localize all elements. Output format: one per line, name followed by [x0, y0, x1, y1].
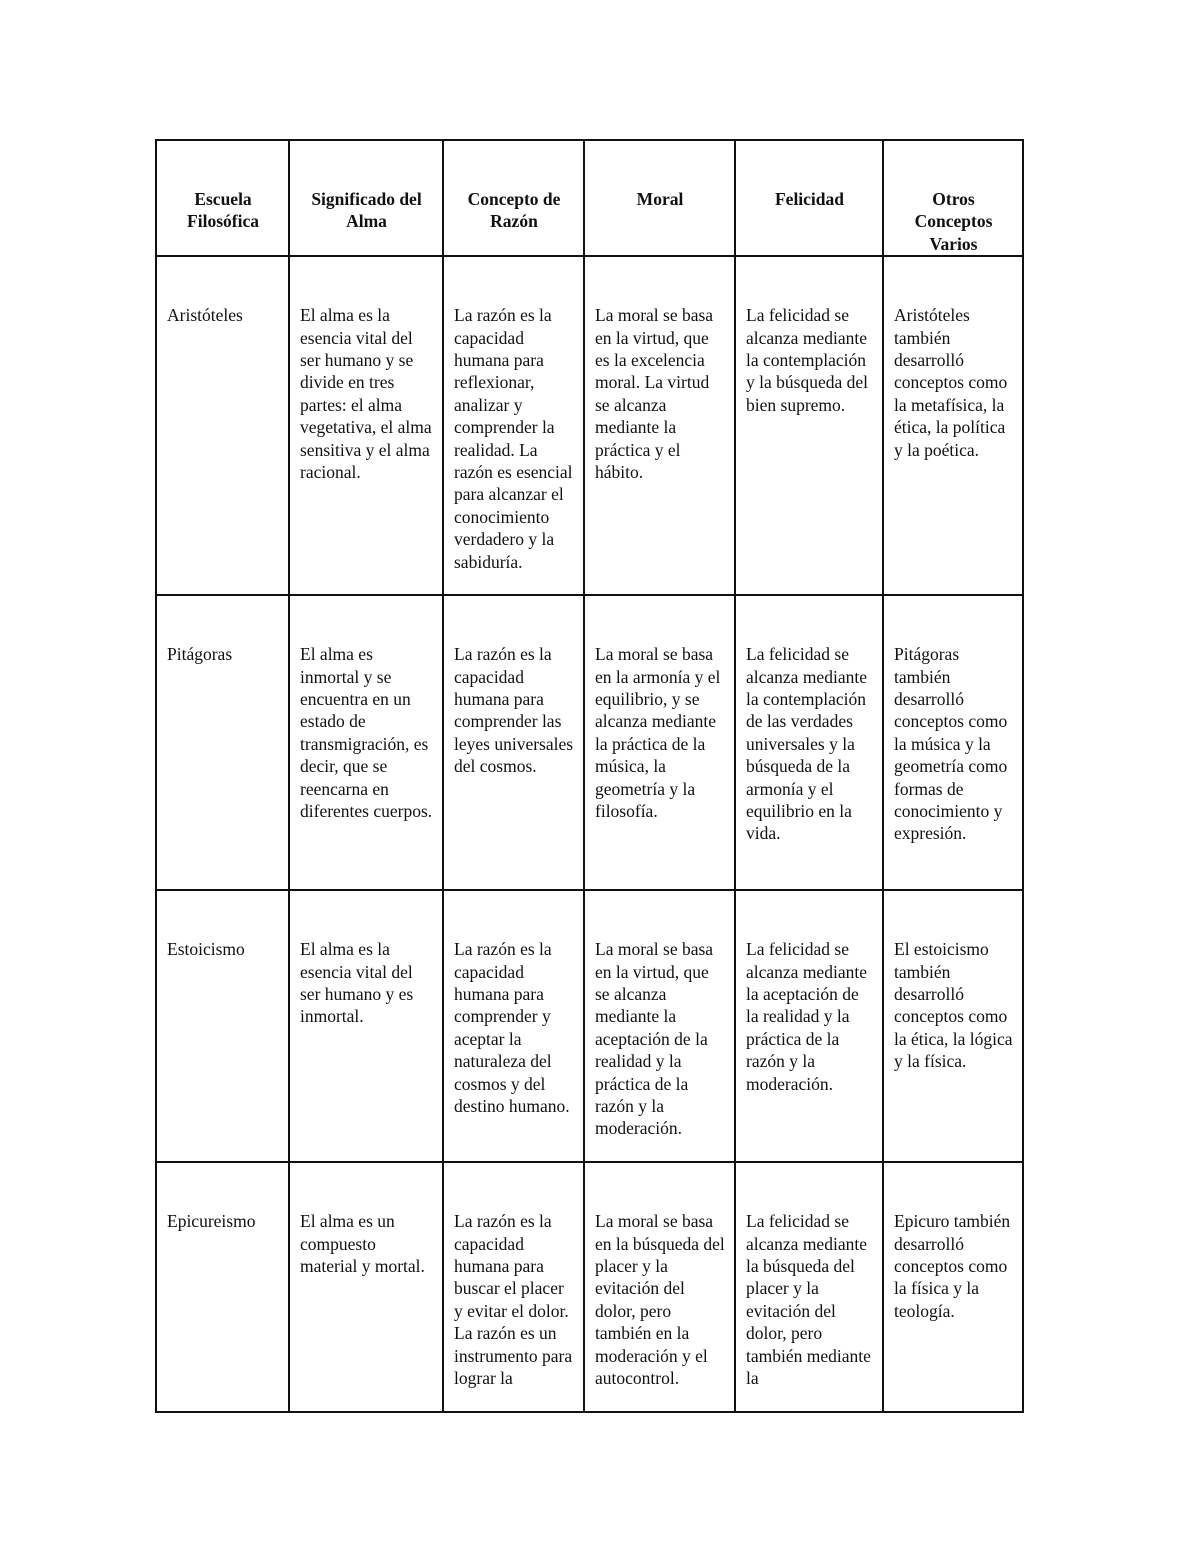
- table-cell: Aristóteles: [156, 256, 289, 595]
- table-cell: Pitágoras: [156, 595, 289, 890]
- header-felicidad: Felicidad: [735, 140, 883, 256]
- table-cell: El alma es un compuesto material y mortal.: [289, 1162, 443, 1412]
- table-cell: La razón es la capacidad humana para buscar el placer y evitar el dolor. La razón es un instrumento para lograr la: [443, 1162, 584, 1412]
- table-cell: El estoicismo también desarrolló conceptos como la ética, la lógica y la física.: [883, 890, 1023, 1162]
- table-row: [156, 256, 1023, 595]
- table-cell: Aristóteles también desarrolló conceptos como la metafísica, la ética, la política y la poética.: [883, 256, 1023, 595]
- table-cell: La felicidad se alcanza mediante la búsqueda del placer y la evitación del dolor, pero también mediante la: [735, 1162, 883, 1412]
- philosophy-comparison-table: [155, 139, 1024, 1413]
- header-escuela: Escuela Filosófica: [156, 140, 289, 256]
- header-razon: Concepto de Razón: [443, 140, 584, 256]
- table-cell: La moral se basa en la virtud, que se alcanza mediante la aceptación de la realidad y la práctica de la razón y la moderación.: [584, 890, 735, 1162]
- table-cell: La moral se basa en la búsqueda del placer y la evitación del dolor, pero también en la moderación y el autocontrol.: [584, 1162, 735, 1412]
- table-cell: La razón es la capacidad humana para reflexionar, analizar y comprender la realidad. La razón es esencial para alcanzar el conocimiento verdadero y la sabiduría.: [443, 256, 584, 595]
- table-cell: Epicureismo: [156, 1162, 289, 1412]
- table-cell: La felicidad se alcanza mediante la contemplación de las verdades universales y la búsqueda de la armonía y el equilibrio en la vida.: [735, 595, 883, 890]
- table-cell: La felicidad se alcanza mediante la contemplación y la búsqueda del bien supremo.: [735, 256, 883, 595]
- table-cell: La razón es la capacidad humana para comprender y aceptar la naturaleza del cosmos y del destino humano.: [443, 890, 584, 1162]
- header-moral: Moral: [584, 140, 735, 256]
- table-header-row: [156, 140, 1023, 256]
- table-cell: Pitágoras también desarrolló conceptos como la música y la geometría como formas de conocimiento y expresión.: [883, 595, 1023, 890]
- table-cell: Estoicismo: [156, 890, 289, 1162]
- table-cell: Epicuro también desarrolló conceptos como la física y la teología.: [883, 1162, 1023, 1412]
- header-otros: Otros Conceptos Varios: [883, 140, 1023, 256]
- table-cell: La moral se basa en la armonía y el equilibrio, y se alcanza mediante la práctica de la música, la geometría y la filosofía.: [584, 595, 735, 890]
- table-cell: La razón es la capacidad humana para comprender las leyes universales del cosmos.: [443, 595, 584, 890]
- table-cell: La moral se basa en la virtud, que es la excelencia moral. La virtud se alcanza mediante la práctica y el hábito.: [584, 256, 735, 595]
- table-cell: El alma es inmortal y se encuentra en un estado de transmigración, es decir, que se reencarna en diferentes cuerpos.: [289, 595, 443, 890]
- table-row: [156, 595, 1023, 890]
- table-row: [156, 890, 1023, 1162]
- table-cell: El alma es la esencia vital del ser humano y se divide en tres partes: el alma vegetativa, el alma sensitiva y el alma racional.: [289, 256, 443, 595]
- table-cell: El alma es la esencia vital del ser humano y es inmortal.: [289, 890, 443, 1162]
- table-cell: La felicidad se alcanza mediante la aceptación de la realidad y la práctica de la razón y la moderación.: [735, 890, 883, 1162]
- header-alma: Significado del Alma: [289, 140, 443, 256]
- table-row: [156, 1162, 1023, 1412]
